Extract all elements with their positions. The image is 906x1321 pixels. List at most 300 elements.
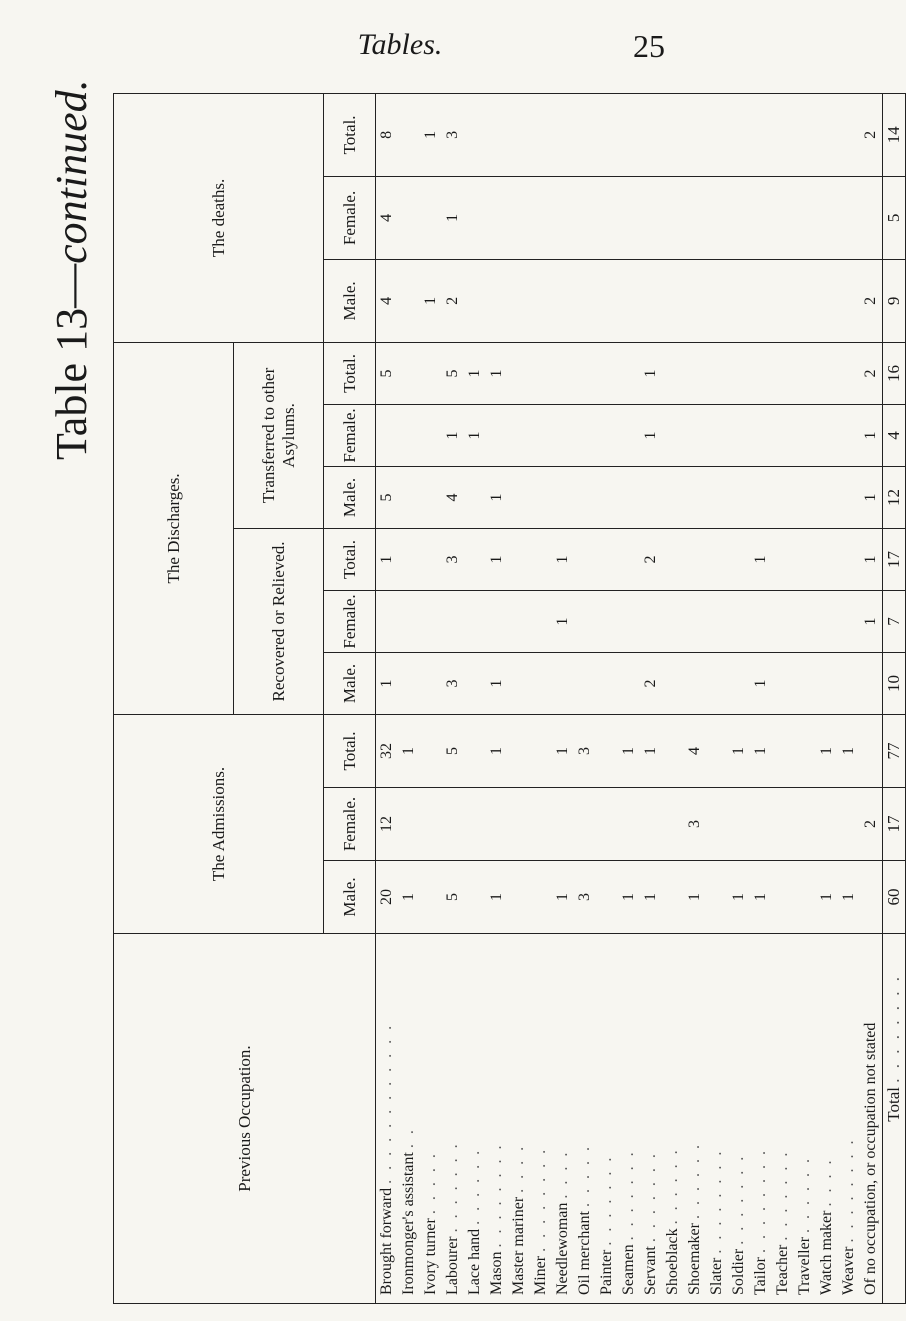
admissions-header: The Admissions. bbox=[114, 714, 324, 933]
leader-dots: . . . . . . . bbox=[774, 1149, 791, 1241]
deaths-male-cell: 9 bbox=[883, 259, 906, 342]
deaths-male-cell bbox=[728, 259, 750, 342]
deaths-male-cell: 4 bbox=[376, 259, 399, 342]
recovered-female-cell bbox=[794, 590, 816, 652]
occupation-cell bbox=[464, 934, 486, 1304]
recovered-total-cell bbox=[618, 528, 640, 590]
recovered-male-cell bbox=[508, 652, 530, 714]
deaths-female-cell: 4 bbox=[376, 176, 399, 259]
admissions-male-cell bbox=[662, 861, 684, 934]
recovered-total-cell bbox=[772, 528, 794, 590]
recovered-total-cell bbox=[794, 528, 816, 590]
leader-dots: . . . . . . . . bbox=[840, 1137, 857, 1243]
admissions-female-cell bbox=[530, 788, 552, 861]
transferred-female-cell bbox=[398, 404, 420, 466]
admissions-total-cell: 1 bbox=[728, 714, 750, 787]
table-row bbox=[860, 93, 883, 1303]
recovered-total-header: Total. bbox=[324, 528, 376, 590]
transferred-female-cell: 1 bbox=[860, 404, 883, 466]
leader-dots: . . . . . bbox=[422, 1151, 439, 1215]
deaths-total-cell bbox=[574, 93, 596, 176]
occupation-label: Servant bbox=[642, 1246, 659, 1295]
deaths-total-cell bbox=[772, 93, 794, 176]
admissions-total-cell bbox=[596, 714, 618, 787]
deaths-male-cell bbox=[530, 259, 552, 342]
occupation-label: Shoemaker bbox=[686, 1223, 703, 1295]
deaths-total-cell bbox=[838, 93, 860, 176]
transferred-total-cell: 2 bbox=[860, 342, 883, 404]
transferred-female-cell bbox=[684, 404, 706, 466]
transferred-total-cell bbox=[838, 342, 860, 404]
leader-dots: . . . . . bbox=[576, 1144, 593, 1208]
transferred-male-cell bbox=[420, 466, 442, 528]
deaths-female-cell bbox=[728, 176, 750, 259]
table-row bbox=[794, 93, 816, 1303]
table-row bbox=[530, 93, 552, 1303]
recovered-total-cell: 1 bbox=[552, 528, 574, 590]
occupation-label: Tailor bbox=[752, 1257, 769, 1295]
deaths-male-cell bbox=[706, 259, 728, 342]
recovered-female-cell bbox=[706, 590, 728, 652]
admissions-male-cell bbox=[706, 861, 728, 934]
recovered-female-cell bbox=[640, 590, 662, 652]
deaths-female-cell bbox=[618, 176, 640, 259]
recovered-female-cell bbox=[618, 590, 640, 652]
leader-dots: . . . . . . . . . . . . bbox=[378, 1022, 395, 1184]
recovered-male-cell: 1 bbox=[486, 652, 508, 714]
recovered-male-cell bbox=[772, 652, 794, 714]
occupation-label: Total bbox=[884, 1087, 903, 1122]
deaths-total-cell bbox=[508, 93, 530, 176]
admissions-total-cell bbox=[860, 714, 883, 787]
occupation-cell bbox=[860, 934, 883, 1304]
transferred-total-cell bbox=[398, 342, 420, 404]
occupation-label: Watch maker bbox=[818, 1210, 835, 1295]
transferred-total-cell: 16 bbox=[883, 342, 906, 404]
occupation-label: Soldier bbox=[730, 1248, 747, 1295]
leader-dots: . . . . . . . bbox=[598, 1154, 615, 1246]
admissions-female-cell bbox=[508, 788, 530, 861]
admissions-female-cell: 12 bbox=[376, 788, 399, 861]
deaths-total-cell bbox=[464, 93, 486, 176]
admissions-female-cell: 3 bbox=[684, 788, 706, 861]
recovered-male-cell bbox=[552, 652, 574, 714]
transferred-female-cell bbox=[486, 404, 508, 466]
occupation-label: Oil merchant bbox=[576, 1211, 593, 1295]
recovered-male-cell: 1 bbox=[376, 652, 399, 714]
leader-dots: . . . . . . bbox=[466, 1147, 483, 1225]
transferred-male-cell bbox=[816, 466, 838, 528]
deaths-female-cell: 5 bbox=[883, 176, 906, 259]
deaths-female-cell bbox=[706, 176, 728, 259]
occupation-label: Lace hand bbox=[466, 1228, 483, 1295]
leader-dots: . . . . . . . bbox=[620, 1149, 637, 1241]
table-row bbox=[684, 93, 706, 1303]
transferred-male-cell: 4 bbox=[442, 466, 464, 528]
transferred-female-cell bbox=[838, 404, 860, 466]
admissions-female-cell bbox=[464, 788, 486, 861]
deaths-female-cell bbox=[420, 176, 442, 259]
recovered-male-cell bbox=[574, 652, 596, 714]
deaths-male-cell bbox=[618, 259, 640, 342]
transferred-total-cell bbox=[596, 342, 618, 404]
admissions-total-cell: 77 bbox=[883, 714, 906, 787]
transferred-male-cell: 5 bbox=[376, 466, 399, 528]
admissions-male-cell: 1 bbox=[618, 861, 640, 934]
deaths-total-cell: 8 bbox=[376, 93, 399, 176]
deaths-total-cell bbox=[618, 93, 640, 176]
admissions-female-cell bbox=[662, 788, 684, 861]
occupation-cell bbox=[376, 934, 399, 1304]
total-row bbox=[883, 93, 906, 1303]
admissions-male-cell bbox=[508, 861, 530, 934]
deaths-total-cell bbox=[596, 93, 618, 176]
admissions-total-cell: 1 bbox=[816, 714, 838, 787]
occupation-cell bbox=[574, 934, 596, 1304]
table-row bbox=[442, 93, 464, 1303]
occupation-cell bbox=[772, 934, 794, 1304]
occupation-cell bbox=[706, 934, 728, 1304]
transferred-male-cell bbox=[530, 466, 552, 528]
transferred-female-cell bbox=[596, 404, 618, 466]
recovered-male-cell bbox=[530, 652, 552, 714]
admissions-male-cell: 1 bbox=[684, 861, 706, 934]
admissions-male-header: Male. bbox=[324, 861, 376, 934]
transferred-male-cell: 12 bbox=[883, 466, 906, 528]
deaths-total-cell bbox=[640, 93, 662, 176]
leader-dots: . . . . . . . . bbox=[708, 1148, 725, 1254]
admissions-male-cell: 1 bbox=[398, 861, 420, 934]
deaths-female-cell bbox=[464, 176, 486, 259]
transferred-male-cell: 1 bbox=[860, 466, 883, 528]
leader-dots: . . . . bbox=[818, 1157, 835, 1207]
occupation-label: Needlewoman bbox=[554, 1202, 571, 1295]
transferred-male-cell bbox=[508, 466, 530, 528]
deaths-male-cell bbox=[486, 259, 508, 342]
admissions-total-cell: 4 bbox=[684, 714, 706, 787]
recovered-male-cell: 2 bbox=[640, 652, 662, 714]
transferred-male-cell bbox=[464, 466, 486, 528]
occupation-label: Seamen bbox=[620, 1244, 637, 1295]
deaths-male-cell: 2 bbox=[442, 259, 464, 342]
recovered-total-cell bbox=[530, 528, 552, 590]
deaths-total-cell bbox=[684, 93, 706, 176]
deaths-total-cell: 14 bbox=[883, 93, 906, 176]
recovered-female-cell bbox=[728, 590, 750, 652]
transferred-total-cell bbox=[508, 342, 530, 404]
admissions-total-cell: 5 bbox=[442, 714, 464, 787]
transferred-total-cell bbox=[420, 342, 442, 404]
transferred-total-cell bbox=[552, 342, 574, 404]
transferred-total-cell bbox=[530, 342, 552, 404]
transferred-female-header: Female. bbox=[324, 404, 376, 466]
recovered-male-cell bbox=[838, 652, 860, 714]
admissions-total-header: Total. bbox=[324, 714, 376, 787]
transferred-male-cell bbox=[574, 466, 596, 528]
recovered-male-cell bbox=[464, 652, 486, 714]
transferred-total-cell bbox=[574, 342, 596, 404]
occupation-cell bbox=[684, 934, 706, 1304]
leader-dots: . . . . . . . bbox=[730, 1153, 747, 1245]
transferred-male-cell bbox=[662, 466, 684, 528]
recovered-female-cell bbox=[442, 590, 464, 652]
occupation-cell bbox=[420, 934, 442, 1304]
recovered-total-cell bbox=[662, 528, 684, 590]
table-caption-suffix: continued. bbox=[47, 79, 96, 264]
recovered-total-cell: 17 bbox=[883, 528, 906, 590]
recovered-female-cell: 1 bbox=[860, 590, 883, 652]
admissions-total-cell bbox=[662, 714, 684, 787]
transferred-total-cell bbox=[618, 342, 640, 404]
recovered-total-cell bbox=[508, 528, 530, 590]
deaths-male-cell bbox=[398, 259, 420, 342]
admissions-female-header: Female. bbox=[324, 788, 376, 861]
deaths-female-cell bbox=[552, 176, 574, 259]
transferred-female-cell: 1 bbox=[640, 404, 662, 466]
deaths-female-cell bbox=[508, 176, 530, 259]
admissions-total-cell: 1 bbox=[838, 714, 860, 787]
page-header bbox=[0, 28, 800, 78]
recovered-female-cell bbox=[596, 590, 618, 652]
transferred-male-cell bbox=[618, 466, 640, 528]
transferred-total-cell: 1 bbox=[486, 342, 508, 404]
admissions-total-cell: 1 bbox=[486, 714, 508, 787]
occupation-cell bbox=[816, 934, 838, 1304]
occupation-label: Traveller bbox=[796, 1236, 813, 1295]
recovered-female-cell bbox=[508, 590, 530, 652]
admissions-male-cell: 1 bbox=[728, 861, 750, 934]
deaths-header: The deaths. bbox=[114, 93, 324, 342]
table-row bbox=[816, 93, 838, 1303]
recovered-female-cell bbox=[750, 590, 772, 652]
admissions-male-cell bbox=[794, 861, 816, 934]
deaths-total-header: Total. bbox=[324, 93, 376, 176]
recovered-female-cell bbox=[376, 590, 399, 652]
occupation-label: Brought forward bbox=[378, 1187, 395, 1295]
occupation-label: Teacher bbox=[774, 1244, 791, 1295]
transferred-total-cell bbox=[684, 342, 706, 404]
recovered-female-cell bbox=[662, 590, 684, 652]
previous-occupation-header: Previous Occupation. bbox=[114, 934, 376, 1304]
admissions-total-cell bbox=[772, 714, 794, 787]
occupation-cell bbox=[794, 934, 816, 1304]
table-row bbox=[772, 93, 794, 1303]
leader-dots: . . . . . . bbox=[796, 1155, 813, 1233]
transferred-female-cell bbox=[508, 404, 530, 466]
transferred-female-cell bbox=[706, 404, 728, 466]
transferred-male-cell bbox=[728, 466, 750, 528]
recovered-total-cell bbox=[420, 528, 442, 590]
admissions-male-cell bbox=[772, 861, 794, 934]
occupation-label: Shoeblack bbox=[664, 1228, 681, 1295]
recovered-male-cell bbox=[398, 652, 420, 714]
admissions-total-cell bbox=[420, 714, 442, 787]
deaths-male-cell bbox=[596, 259, 618, 342]
table-row bbox=[376, 93, 399, 1303]
admissions-female-cell bbox=[838, 788, 860, 861]
deaths-total-cell bbox=[530, 93, 552, 176]
recovered-male-cell bbox=[860, 652, 883, 714]
occupation-label: Weaver bbox=[840, 1246, 857, 1295]
deaths-total-cell bbox=[486, 93, 508, 176]
transferred-female-cell bbox=[376, 404, 399, 466]
transferred-total-cell bbox=[706, 342, 728, 404]
deaths-total-cell: 2 bbox=[860, 93, 883, 176]
deaths-female-cell bbox=[860, 176, 883, 259]
admissions-total-cell bbox=[464, 714, 486, 787]
transferred-male-cell bbox=[772, 466, 794, 528]
transferred-male-cell bbox=[552, 466, 574, 528]
deaths-female-cell bbox=[530, 176, 552, 259]
deaths-total-cell bbox=[750, 93, 772, 176]
transferred-male-cell bbox=[596, 466, 618, 528]
recovered-total-cell: 1 bbox=[750, 528, 772, 590]
transferred-male-cell bbox=[794, 466, 816, 528]
recovered-male-cell: 10 bbox=[883, 652, 906, 714]
transferred-male-cell bbox=[838, 466, 860, 528]
recovered-male-cell bbox=[420, 652, 442, 714]
transferred-female-cell bbox=[750, 404, 772, 466]
transferred-female-cell bbox=[618, 404, 640, 466]
table-row bbox=[398, 93, 420, 1303]
recovered-header: Recovered or Relieved. bbox=[234, 528, 324, 714]
admissions-female-cell: 17 bbox=[883, 788, 906, 861]
deaths-male-cell bbox=[464, 259, 486, 342]
admissions-male-cell: 1 bbox=[838, 861, 860, 934]
recovered-female-cell bbox=[772, 590, 794, 652]
table-row bbox=[420, 93, 442, 1303]
transferred-total-cell bbox=[750, 342, 772, 404]
deaths-female-cell bbox=[838, 176, 860, 259]
table-row bbox=[464, 93, 486, 1303]
occupation-cell bbox=[883, 934, 906, 1304]
transferred-total-cell: 5 bbox=[376, 342, 399, 404]
transferred-total-cell bbox=[728, 342, 750, 404]
deaths-male-header: Male. bbox=[324, 259, 376, 342]
recovered-female-cell bbox=[574, 590, 596, 652]
transferred-total-cell bbox=[816, 342, 838, 404]
admissions-male-cell bbox=[860, 861, 883, 934]
table-row bbox=[662, 93, 684, 1303]
occupation-label: Labourer bbox=[444, 1236, 461, 1295]
admissions-male-cell: 60 bbox=[883, 861, 906, 934]
occupation-cell bbox=[442, 934, 464, 1304]
transferred-male-cell bbox=[398, 466, 420, 528]
recovered-male-cell bbox=[706, 652, 728, 714]
admissions-total-cell: 3 bbox=[574, 714, 596, 787]
admissions-male-cell bbox=[464, 861, 486, 934]
transferred-female-cell: 1 bbox=[442, 404, 464, 466]
occupation-cell bbox=[728, 934, 750, 1304]
recovered-male-cell bbox=[618, 652, 640, 714]
recovered-female-cell bbox=[684, 590, 706, 652]
leader-dots: . . . . . . bbox=[686, 1142, 703, 1220]
occupation-cell bbox=[508, 934, 530, 1304]
recovered-female-cell: 7 bbox=[883, 590, 906, 652]
admissions-male-cell: 1 bbox=[816, 861, 838, 934]
admissions-total-cell bbox=[706, 714, 728, 787]
table-caption-prefix: Table 13— bbox=[47, 263, 96, 460]
table-row bbox=[574, 93, 596, 1303]
deaths-total-cell bbox=[816, 93, 838, 176]
recovered-male-header: Male. bbox=[324, 652, 376, 714]
transferred-total-cell bbox=[772, 342, 794, 404]
deaths-female-cell bbox=[640, 176, 662, 259]
recovered-male-cell bbox=[794, 652, 816, 714]
occupation-cell bbox=[486, 934, 508, 1304]
deaths-female-cell bbox=[486, 176, 508, 259]
deaths-total-cell bbox=[706, 93, 728, 176]
transferred-female-cell bbox=[816, 404, 838, 466]
admissions-total-cell: 1 bbox=[750, 714, 772, 787]
transferred-total-header: Total. bbox=[324, 342, 376, 404]
deaths-total-cell bbox=[794, 93, 816, 176]
deaths-male-cell bbox=[772, 259, 794, 342]
admissions-total-cell: 1 bbox=[552, 714, 574, 787]
occupation-label: Ironmonger's assistant bbox=[400, 1152, 417, 1295]
deaths-female-cell bbox=[816, 176, 838, 259]
admissions-female-cell bbox=[442, 788, 464, 861]
leader-dots: . . . . . . . bbox=[444, 1141, 461, 1233]
recovered-total-cell bbox=[398, 528, 420, 590]
occupation-cell bbox=[398, 934, 420, 1304]
leader-dots: . . . . . . . . bbox=[884, 974, 903, 1083]
deaths-total-cell: 1 bbox=[420, 93, 442, 176]
leader-dots: . . . . . . . . bbox=[752, 1148, 769, 1254]
deaths-male-cell bbox=[552, 259, 574, 342]
deaths-total-cell bbox=[728, 93, 750, 176]
recovered-male-cell bbox=[596, 652, 618, 714]
admissions-male-cell: 1 bbox=[640, 861, 662, 934]
admissions-male-cell: 1 bbox=[486, 861, 508, 934]
table-row bbox=[508, 93, 530, 1303]
occupation-label: Slater bbox=[708, 1257, 725, 1295]
recovered-female-cell bbox=[530, 590, 552, 652]
recovered-total-cell: 3 bbox=[442, 528, 464, 590]
admissions-female-cell bbox=[618, 788, 640, 861]
leader-dots: . . . . bbox=[510, 1143, 527, 1193]
admissions-female-cell bbox=[398, 788, 420, 861]
deaths-total-cell bbox=[398, 93, 420, 176]
transferred-female-cell bbox=[574, 404, 596, 466]
recovered-female-cell bbox=[420, 590, 442, 652]
deaths-total-cell bbox=[552, 93, 574, 176]
recovered-female-cell bbox=[838, 590, 860, 652]
recovered-male-cell: 1 bbox=[750, 652, 772, 714]
deaths-female-cell: 1 bbox=[442, 176, 464, 259]
table-row bbox=[706, 93, 728, 1303]
deaths-male-cell bbox=[574, 259, 596, 342]
transferred-female-cell bbox=[662, 404, 684, 466]
transferred-female-cell: 1 bbox=[464, 404, 486, 466]
admissions-male-cell: 3 bbox=[574, 861, 596, 934]
recovered-male-cell bbox=[684, 652, 706, 714]
recovered-male-cell bbox=[728, 652, 750, 714]
occupation-cell bbox=[552, 934, 574, 1304]
occupation-cell bbox=[750, 934, 772, 1304]
recovered-total-cell bbox=[684, 528, 706, 590]
recovered-total-cell: 1 bbox=[860, 528, 883, 590]
admissions-total-cell bbox=[530, 714, 552, 787]
occupation-label: Mason bbox=[488, 1251, 505, 1295]
table-row bbox=[728, 93, 750, 1303]
deaths-male-cell bbox=[838, 259, 860, 342]
table-row bbox=[640, 93, 662, 1303]
deaths-male-cell bbox=[684, 259, 706, 342]
deaths-female-cell bbox=[662, 176, 684, 259]
table-row bbox=[552, 93, 574, 1303]
admissions-male-cell bbox=[530, 861, 552, 934]
